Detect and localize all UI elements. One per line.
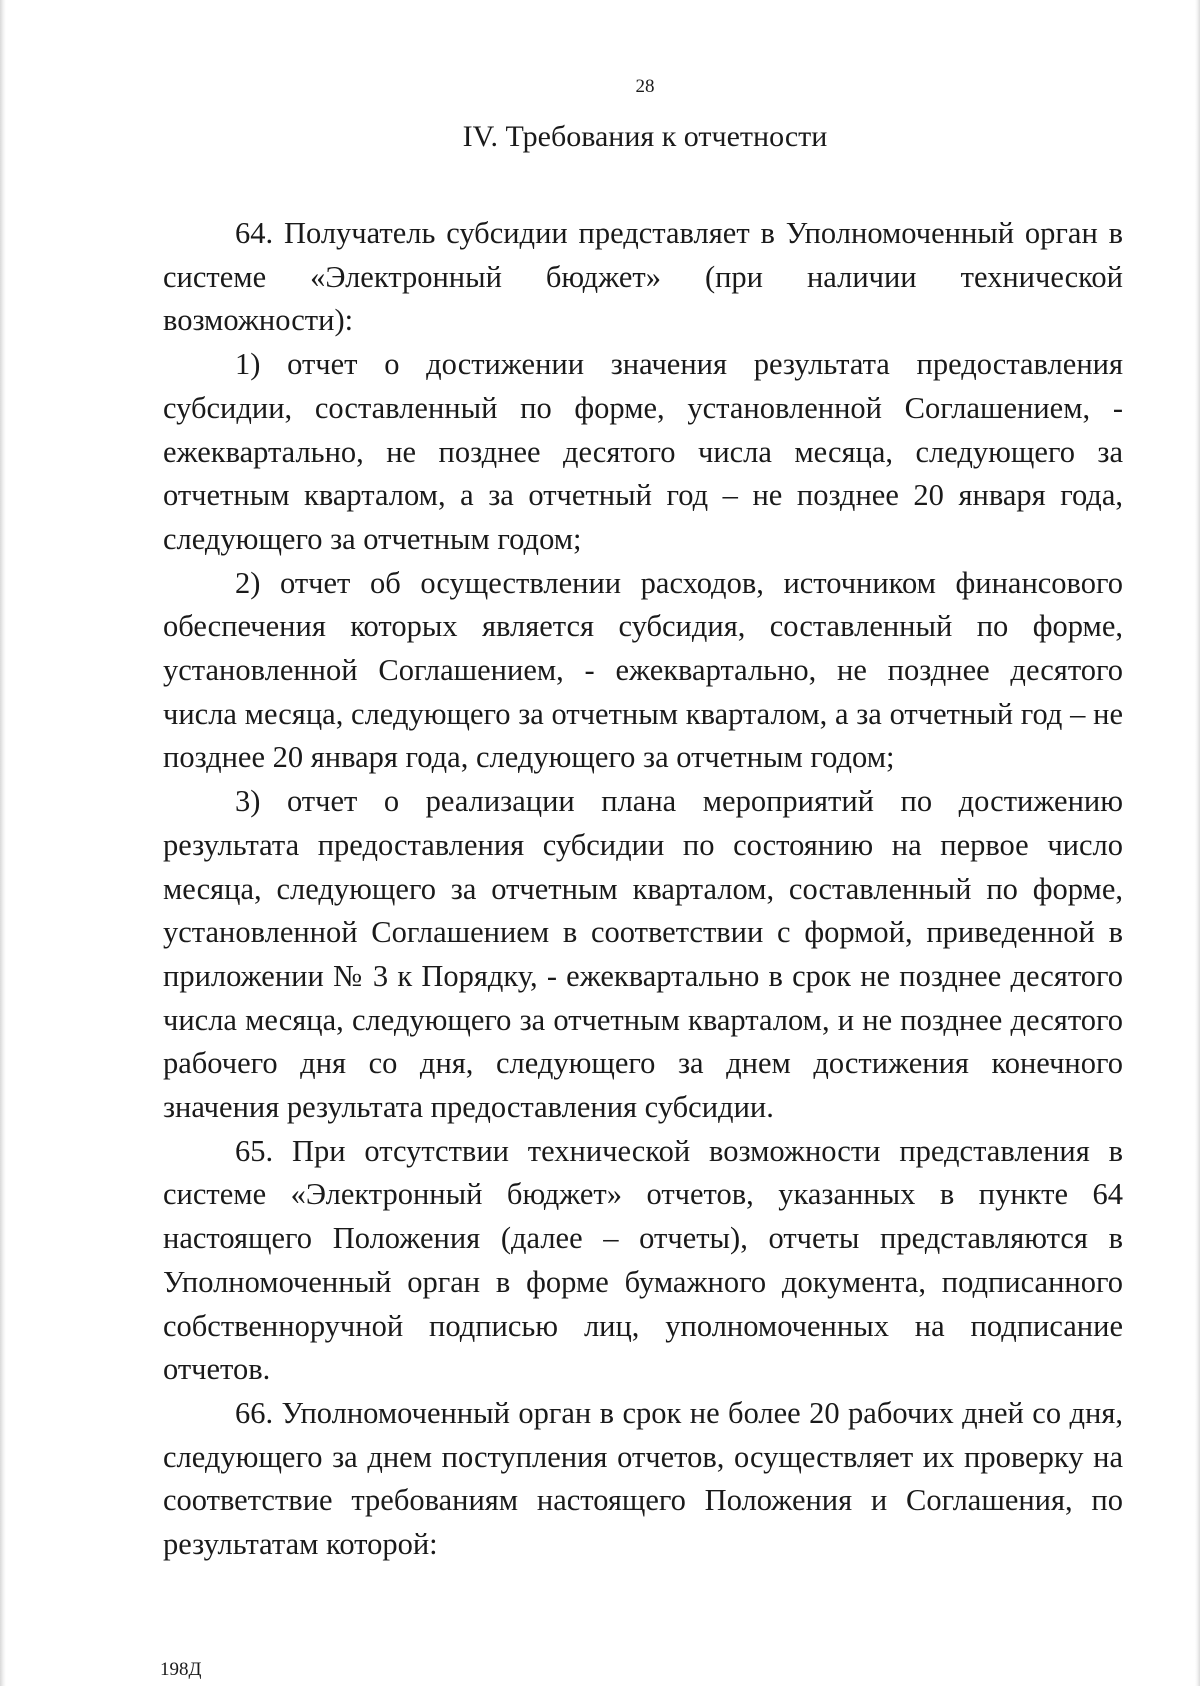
document-body <box>163 212 1123 1567</box>
footer-document-code: 198Д <box>160 1659 202 1680</box>
paragraph-65: 65. При отсутствии технической возможности представления в системе «Электронный бюджет» отчетов, указанных в пункте 64 настоящего Положения (далее – отчеты), отчеты представляются в Уполномоченный орган в форме бумажного документа, подписанного собственноручной подписью лиц, уполномоченных на подписание отчетов. <box>163 1133 1123 1387</box>
scan-edge-left <box>0 0 6 1686</box>
paragraph-64-item-1: 1) отчет о достижении значения результата предоставления субсидии, составленный по форме, установленной Соглашением, - ежеквартально, не позднее десятого числа месяца, следующего за отчетным кварталом, а за отчетный год – не позднее 20 января года, следующего за отчетным годом; <box>163 347 1123 556</box>
paragraph-66: 66. Уполномоченный орган в срок не более 20 рабочих дней со дня, следующего за днем поступления отчетов, осуществляет их проверку на соответствие требованиям настоящего Положения и Соглашения, по результатам которой: <box>163 1395 1123 1562</box>
page-number: 28 <box>635 76 655 97</box>
paragraph-64: 64. Получатель субсидии представляет в Уполномоченный орган в системе «Электронный бюджет» (при наличии технической возможности): <box>163 216 1123 338</box>
paragraph-64-item-3: 3) отчет о реализации плана мероприятий по достижению результата предоставления субсидии по состоянию на первое число месяца, следующего за отчетным кварталом, составленный по форме, установленной Соглашением в соответствии с формой, приведенной в приложении № 3 к Порядку, - ежеквартально в срок не позднее десятого числа месяца, следующего за отчетным кварталом, и не позднее десятого рабочего дня со дня, следующего за днем достижения конечного значения результата предоставления субсидии. <box>163 784 1123 1125</box>
section-title: IV. Требования к отчетности <box>462 120 828 153</box>
paragraph-64-item-2: 2) отчет об осуществлении расходов, источником финансового обеспечения которых является субсидия, составленный по форме, установленной Соглашением, - ежеквартально, не позднее десятого числа месяца, следующего за отчетным кварталом, а за отчетный год – не позднее 20 января года, следующего за отчетным годом; <box>163 565 1123 775</box>
scan-edge-right <box>1195 0 1200 1686</box>
